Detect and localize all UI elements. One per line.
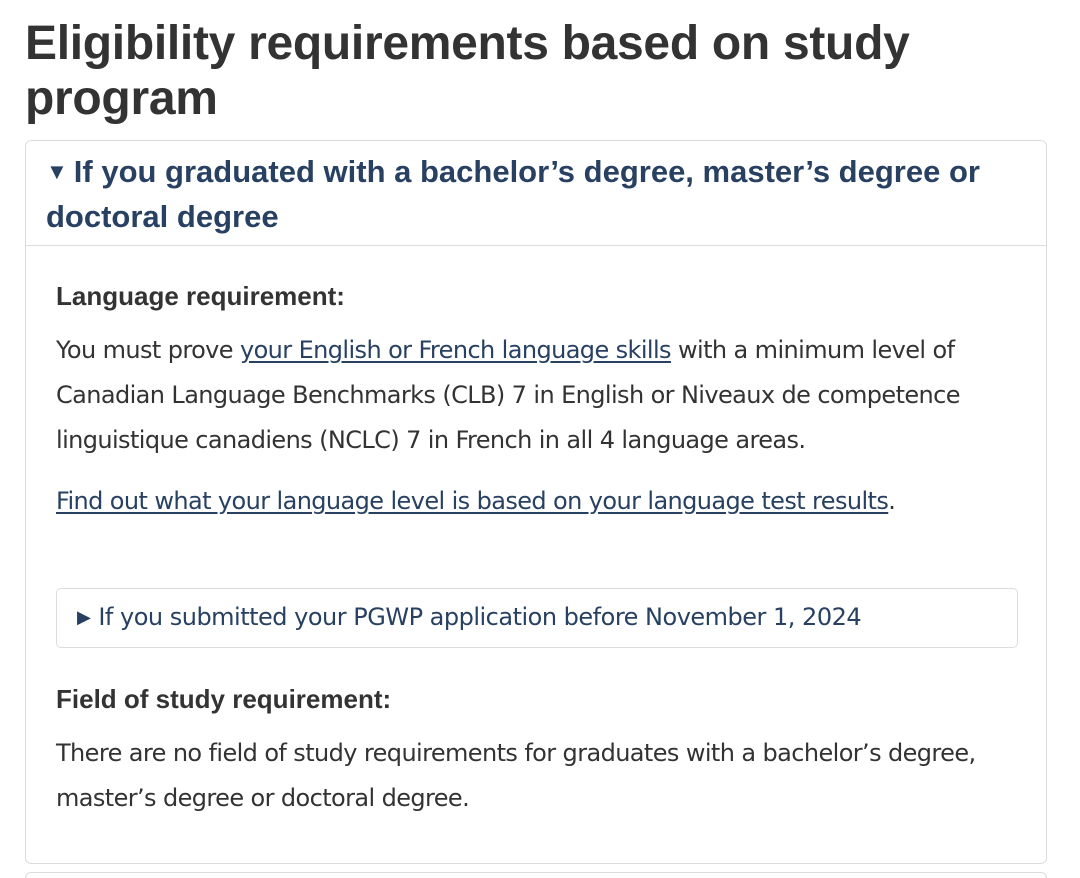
- find-out-suffix: .: [888, 487, 896, 515]
- accordion-summary-label: If you graduated with a bachelor’s degree, master’s degree or doctoral degree: [46, 154, 980, 234]
- accordion-summary-text[interactable]: [46, 149, 1006, 239]
- language-requirement-heading: Language requirement:: [56, 281, 345, 311]
- triangle-down-icon: ▼: [46, 159, 68, 184]
- page-title: Eligibility requirements based on study program: [25, 17, 910, 125]
- language-text-before-link: You must prove: [56, 336, 240, 364]
- field-of-study-heading: Field of study requirement:: [56, 684, 392, 714]
- language-skills-link[interactable]: your English or French language skills: [240, 336, 671, 364]
- pgwp-before-nov-details[interactable]: [56, 588, 1018, 648]
- bachelor-degree-accordion: [25, 140, 1047, 864]
- pgwp-before-nov-summary[interactable]: [77, 597, 861, 638]
- find-out-paragraph: [56, 479, 1016, 524]
- language-requirement-text: [56, 328, 1016, 463]
- field-of-study-text: There are no field of study requirements for graduates with a bachelor’s degree, master’s degree or doctoral degree.: [56, 739, 976, 812]
- field-of-study-section: [56, 679, 1016, 821]
- next-accordion-edge: [25, 872, 1047, 878]
- find-out-language-level-link[interactable]: Find out what your language level is based on your language test results: [56, 487, 889, 515]
- accordion-content: [56, 276, 1016, 524]
- pgwp-before-nov-label: If you submitted your PGWP application before November 1, 2024: [98, 603, 862, 631]
- triangle-right-icon: ▶: [77, 607, 91, 628]
- language-text-after-link: with a minimum level of Canadian Language Benchmarks (CLB) 7 in English or Niveaux de competence linguistique canadiens (NCLC) 7 in French in all 4 language areas.: [56, 336, 960, 454]
- bachelor-degree-accordion-summary[interactable]: [26, 141, 1046, 246]
